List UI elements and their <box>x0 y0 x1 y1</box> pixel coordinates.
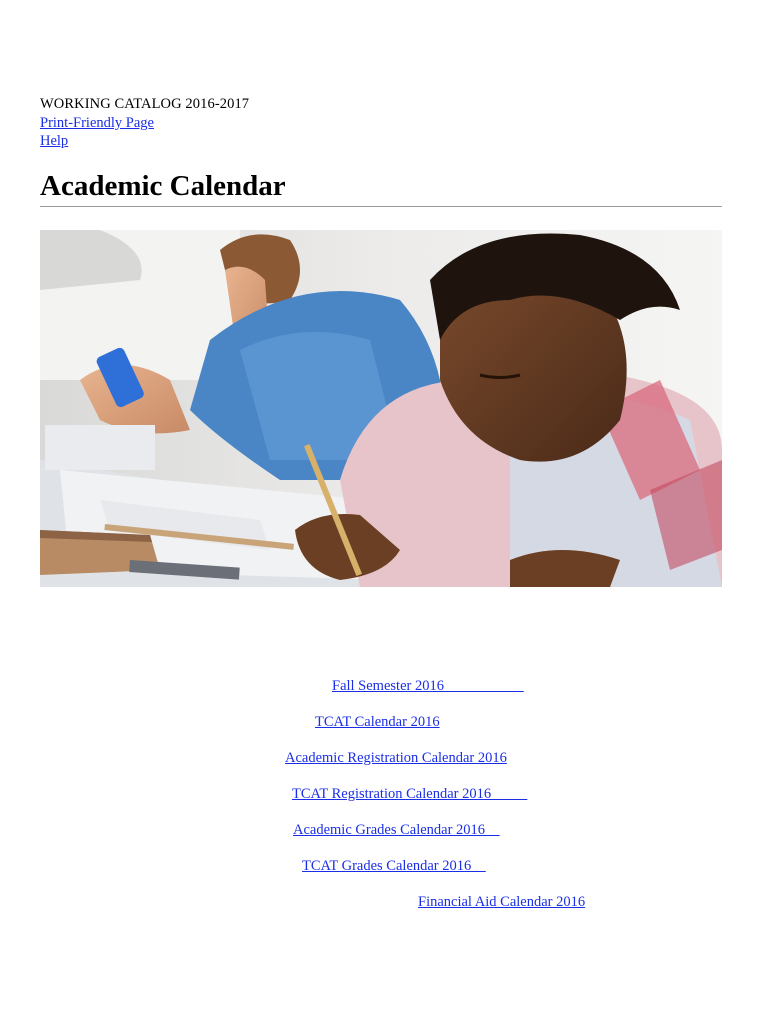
fall-semester-link[interactable]: Fall Semester 2016 <box>332 678 524 694</box>
page-title: Academic Calendar <box>40 170 286 202</box>
tcat-grades-link[interactable]: TCAT Grades Calendar 2016 <box>302 858 486 874</box>
academic-registration-link[interactable]: Academic Registration Calendar 2016 <box>285 750 507 766</box>
students-studying-photo-icon <box>40 230 722 587</box>
title-divider <box>40 206 722 207</box>
tcat-calendar-link[interactable]: TCAT Calendar 2016 <box>315 714 440 730</box>
academic-grades-link[interactable]: Academic Grades Calendar 2016 <box>293 822 500 838</box>
print-friendly-link[interactable]: Print-Friendly Page <box>40 115 154 131</box>
hero-image <box>40 230 722 587</box>
financial-aid-link[interactable]: Financial Aid Calendar 2016 <box>418 894 586 910</box>
help-link[interactable]: Help <box>40 133 69 149</box>
catalog-label: WORKING CATALOG 2016-2017 <box>40 96 250 112</box>
tcat-registration-link[interactable]: TCAT Registration Calendar 2016 <box>292 786 528 802</box>
